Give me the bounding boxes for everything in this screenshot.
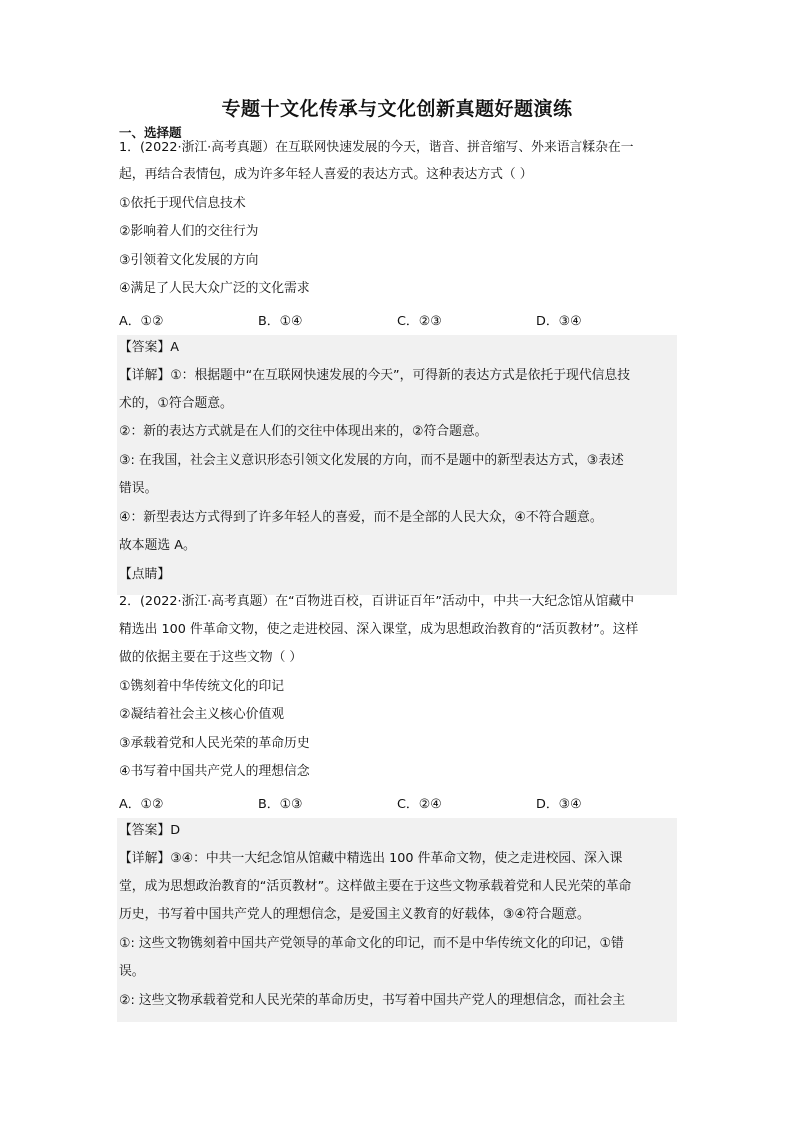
q1-option-c: C．②③ [397,314,442,329]
q2-analysis-line: 堂，成为思想政治教育的“活页教材”。这样做主要在于这些文物承载着党和人民光荣的革命 [119,879,632,894]
q2-item: ④书写着中国共产党人的理想信念 [119,764,310,779]
document-title: 专题十文化传承与文化创新真题好题演练 [221,98,573,120]
q1-analysis-line: 故本题选 A。 [119,538,196,553]
q2-item: ③承载着党和人民光荣的革命历史 [119,736,310,751]
q1-analysis-line: 错误。 [119,481,158,496]
q2-item: ②凝结着社会主义核心价值观 [119,707,285,722]
q2-stem-line: 2．(2022·浙江·高考真题）在“百物进百校，百讲证百年”活动中，中共一大纪念馆从馆藏中 [119,594,634,609]
q2-analysis-line: ②: 这些文物承载着党和人民光荣的革命历史，书写着中国共产党人的理想信念，而社会主 [119,993,626,1008]
q2-analysis-line: 历史，书写着中国共产党人的理想信念，是爱国主义教育的好载体，③④符合题意。 [119,907,590,922]
q2-item: ①镌刻着中华传统文化的印记 [119,679,285,694]
q1-option-a: A．①② [119,314,164,329]
q1-analysis-line: ④：新型表达方式得到了许多年轻人的喜爱，而不是全部的人民大众，④不符合题意。 [119,510,603,525]
q2-analysis-line: 【详解】③④：中共一大纪念馆从馆藏中精选出 100 件革命文物，使之走进校园、深入课 [119,851,623,866]
q1-analysis-line: 【点睛】 [119,567,171,582]
q2-option-a: A．①② [119,797,164,812]
q1-item: ④满足了人民大众广泛的文化需求 [119,281,310,296]
section-heading: 一、选择题 [119,125,182,140]
q1-analysis-line: ②：新的表达方式就是在人们的交往中体现出来的，②符合题意。 [119,424,488,439]
q1-stem-line: 1．(2022·浙江·高考真题）在互联网快速发展的今天，谐音、拼音缩写、外来语言糅杂在一 [119,140,634,155]
q2-analysis-line: ①: 这些文物镌刻着中国共产党领导的革命文化的印记，而不是中华传统文化的印记，①错 [119,936,624,951]
q2-analysis-line: 误。 [119,964,145,979]
q1-item: ②影响着人们的交往行为 [119,224,259,239]
q1-analysis-line: 术的，①符合题意。 [119,396,233,411]
q1-item: ①依托于现代信息技术 [119,196,246,211]
q1-stem-line: 起，再结合表情包，成为许多年轻人喜爱的表达方式。这种表达方式（ ） [119,167,533,182]
q2-answer: 【答案】D [119,823,181,838]
q2-stem-line: 做的依据主要在于这些文物（ ） [119,650,303,665]
q2-option-d: D．③④ [536,797,582,812]
q1-option-b: B．①④ [258,314,303,329]
q2-option-c: C．②④ [397,797,442,812]
q1-item: ③引领着文化发展的方向 [119,253,259,268]
q2-stem-line: 精选出 100 件革命文物，使之走进校园、深入课堂，成为思想政治教育的“活页教材”。这样 [119,622,639,637]
q1-analysis-line: 【详解】①：根据题中“在互联网快速发展的今天”，可得新的表达方式是依托于现代信息技 [119,368,631,383]
q1-answer: 【答案】A [119,340,179,355]
q1-analysis-line: ③: 在我国，社会主义意识形态引领文化发展的方向，而不是题中的新型表达方式，③表述 [119,453,624,468]
q1-option-d: D．③④ [536,314,582,329]
q2-option-b: B．①③ [258,797,303,812]
